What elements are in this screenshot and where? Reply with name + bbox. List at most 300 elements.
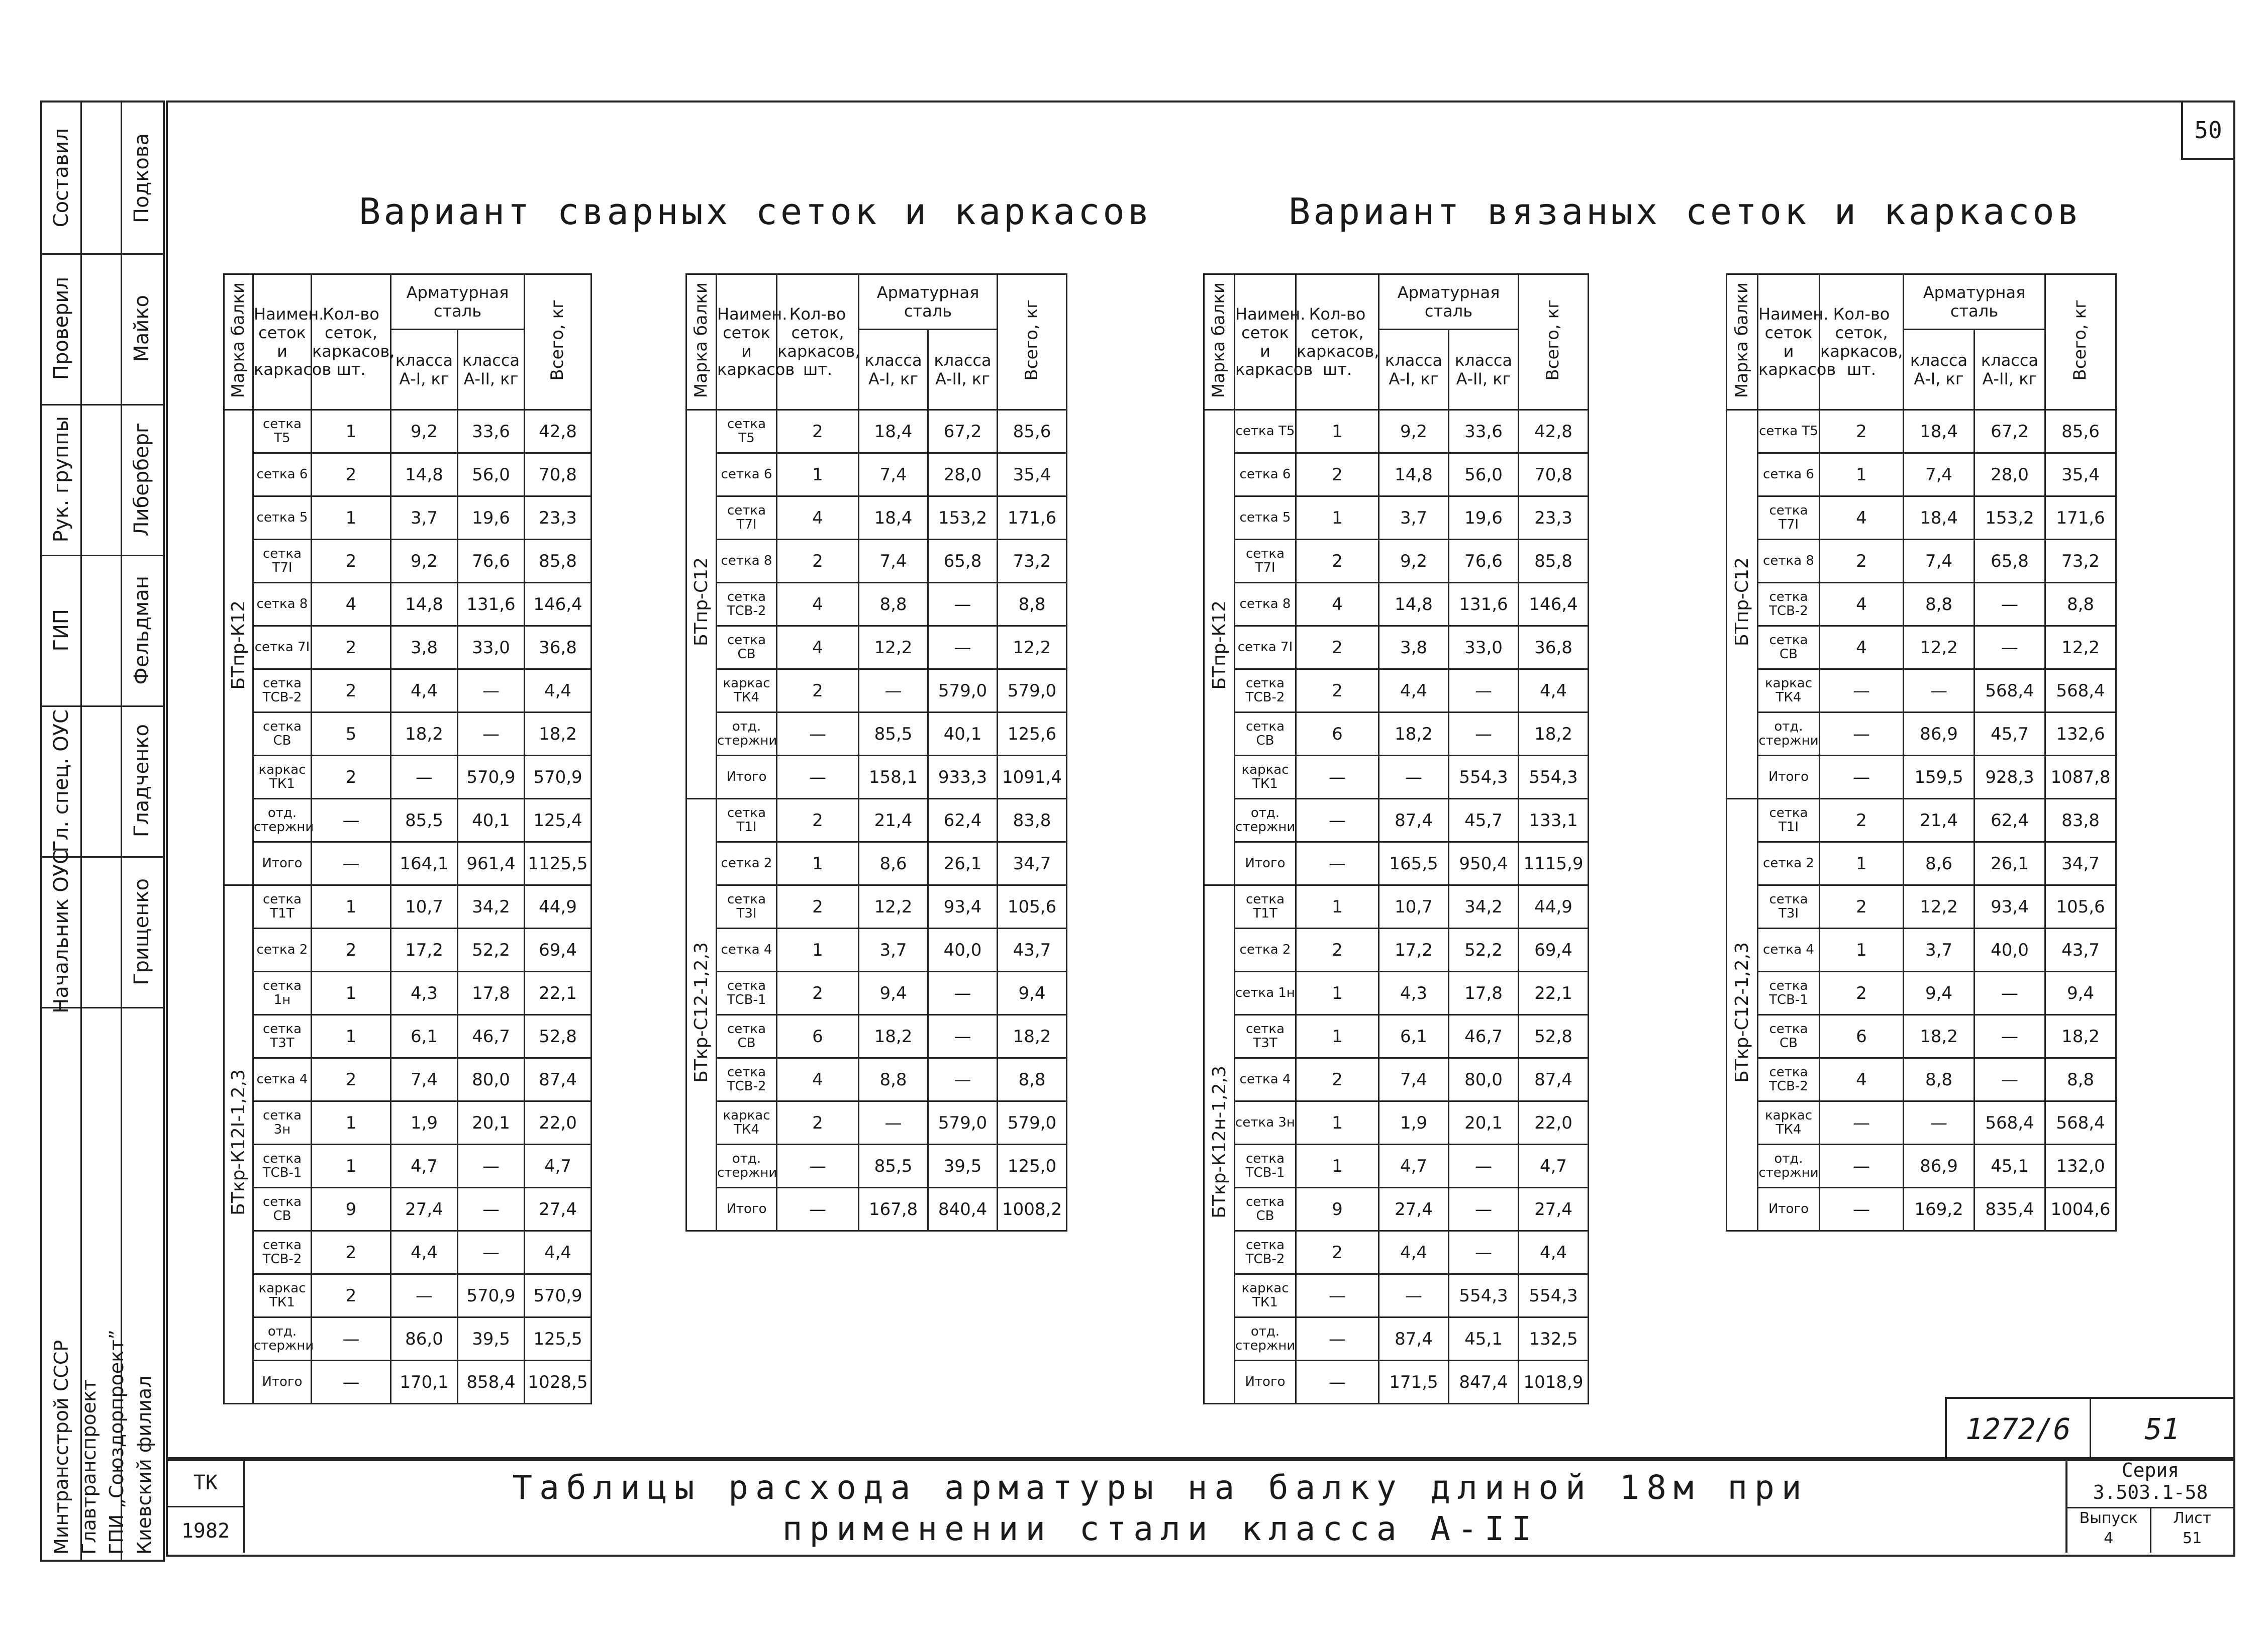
element-name: Итого: [1235, 1361, 1296, 1404]
count: 4: [1820, 626, 1904, 669]
class-1-mass: 27,4: [391, 1188, 458, 1231]
class-2-mass: 28,0: [1975, 453, 2045, 496]
element-name: отд. стержни: [717, 713, 777, 756]
count: —: [312, 842, 391, 885]
element-name: сетка Т5: [1758, 410, 1820, 453]
main-drawing-area: [166, 100, 2235, 1461]
class-2-mass: 65,8: [928, 540, 998, 583]
count: 9: [1296, 1188, 1379, 1231]
class-1-mass: 8,6: [1904, 842, 1975, 885]
class-2-mass: 62,4: [928, 799, 998, 842]
count: 2: [777, 410, 859, 453]
class-1-mass: 85,5: [859, 1145, 928, 1188]
count: —: [1820, 756, 1904, 799]
heading-welded: Вариант сварных сеток и каркасов: [359, 190, 1153, 233]
header-count: Кол-во сеток, каркасов, шт.: [1296, 274, 1379, 410]
count: 1: [312, 885, 391, 929]
organization-block: [42, 1007, 163, 1560]
header-total-text: Всего, кг: [547, 299, 568, 381]
table-row: [224, 756, 641, 799]
element-name: сетка Т1I: [1758, 799, 1820, 842]
total-mass: 8,8: [2045, 583, 2116, 626]
total-mass: 18,2: [525, 713, 591, 756]
count: 1: [312, 496, 391, 540]
class-1-mass: 21,4: [859, 799, 928, 842]
element-name: сетка Т7I: [1758, 496, 1820, 540]
document-number: 1272/6: [1947, 1399, 2091, 1459]
class-1-mass: 6,1: [1379, 1015, 1449, 1058]
element-name: каркас ТК4: [717, 1101, 777, 1145]
element-name: сетка СВ: [717, 1015, 777, 1058]
beam-brand: [686, 799, 717, 1231]
organization-line: Главтранспроект: [77, 1379, 100, 1555]
header-class-1: класса А-I, кг: [1904, 330, 1975, 410]
table-row: [686, 1058, 1119, 1101]
class-2-mass: 131,6: [458, 583, 525, 626]
class-1-mass: —: [1379, 1274, 1449, 1317]
total-mass: 1008,2: [998, 1188, 1067, 1231]
class-1-mass: 12,2: [1904, 626, 1975, 669]
total-mass: 4,4: [1519, 669, 1589, 713]
list-cell: [2151, 1508, 2234, 1553]
document-sheet: 51: [2144, 1412, 2180, 1446]
class-1-mass: 87,4: [1379, 799, 1449, 842]
header-class-1: класса А-I, кг: [1379, 330, 1449, 410]
count: 1: [777, 842, 859, 885]
total-mass: 85,6: [2045, 410, 2116, 453]
count: —: [312, 1361, 391, 1404]
beam-brand: [224, 410, 253, 885]
class-2-mass: 20,1: [1449, 1101, 1519, 1145]
class-2-mass: —: [1449, 1231, 1519, 1274]
total-mass: 52,8: [1519, 1015, 1589, 1058]
total-mass: 85,8: [1519, 540, 1589, 583]
total-mass: 125,0: [998, 1145, 1067, 1188]
count: 1: [1820, 929, 1904, 972]
class-1-mass: 86,9: [1904, 713, 1975, 756]
count: —: [1296, 1317, 1379, 1361]
total-mass: 570,9: [525, 1274, 591, 1317]
class-1-mass: —: [1904, 1101, 1975, 1145]
total-mass: 44,9: [1519, 885, 1589, 929]
count: 2: [1296, 626, 1379, 669]
header-brand-text: Марка балки: [1209, 282, 1229, 398]
list-label: Лист: [2173, 1509, 2212, 1527]
table-row: [224, 929, 641, 972]
count: 2: [777, 669, 859, 713]
table-row: [224, 1274, 641, 1317]
class-1-mass: 164,1: [391, 842, 458, 885]
class-2-mass: 67,2: [1975, 410, 2045, 453]
class-1-mass: 3,8: [391, 626, 458, 669]
total-mass: 18,2: [2045, 1015, 2116, 1058]
count: 1: [1296, 410, 1379, 453]
count: 4: [777, 583, 859, 626]
header-steel: Арматурная сталь: [391, 274, 525, 330]
class-2-mass: 40,1: [928, 713, 998, 756]
table-row: [224, 713, 641, 756]
stamp-signature: [80, 404, 121, 556]
stamp-role-text: Проверил: [50, 277, 73, 380]
total-mass: 36,8: [525, 626, 591, 669]
class-1-mass: 9,4: [859, 972, 928, 1015]
total-mass: 4,4: [1519, 1231, 1589, 1274]
heading-tied: Вариант вязаных сеток и каркасов: [1289, 190, 2083, 233]
element-name: каркас ТК1: [1235, 756, 1296, 799]
total-mass: 9,4: [2045, 972, 2116, 1015]
stamp-name-text: Либерберг: [130, 422, 153, 537]
element-name: сетка 5: [1235, 496, 1296, 540]
element-name: сетка ТСВ-2: [717, 583, 777, 626]
total-mass: 570,9: [525, 756, 591, 799]
element-name: отд. стержни: [253, 799, 312, 842]
element-name: сетка ТСВ-2: [253, 669, 312, 713]
total-mass: 579,0: [998, 1101, 1067, 1145]
count: 2: [312, 540, 391, 583]
total-mass: 125,4: [525, 799, 591, 842]
total-mass: 36,8: [1519, 626, 1589, 669]
table-row: [1727, 929, 2169, 972]
class-1-mass: 6,1: [391, 1015, 458, 1058]
class-2-mass: 153,2: [1975, 496, 2045, 540]
total-mass: 171,6: [998, 496, 1067, 540]
year: 1982: [181, 1519, 230, 1543]
class-1-mass: 169,2: [1904, 1188, 1975, 1231]
table-row: [1204, 1058, 1641, 1101]
total-mass: 8,8: [2045, 1058, 2116, 1101]
header-total: [2045, 274, 2116, 410]
table-row: [224, 1145, 641, 1188]
total-mass: 146,4: [525, 583, 591, 626]
class-1-mass: 86,0: [391, 1317, 458, 1361]
element-name: Итого: [253, 842, 312, 885]
count: 2: [1820, 972, 1904, 1015]
stamp-signature: [80, 856, 121, 1008]
element-name: Итого: [717, 756, 777, 799]
class-1-mass: —: [859, 1101, 928, 1145]
table-row: [224, 540, 641, 583]
header-total-text: Всего, кг: [1021, 299, 1042, 381]
stamp-signature: [80, 555, 121, 707]
table-row: [224, 1317, 641, 1361]
table-row: [1727, 410, 2169, 453]
element-name: сетка 8: [253, 583, 312, 626]
header-total: [1519, 274, 1589, 410]
count: —: [1296, 756, 1379, 799]
title-block: [166, 1457, 2235, 1557]
header-count: Кол-во сеток, каркасов, шт.: [312, 274, 391, 410]
class-1-mass: 12,2: [859, 626, 928, 669]
count: 2: [777, 972, 859, 1015]
table-row: [686, 496, 1119, 540]
class-2-mass: 40,0: [1975, 929, 2045, 972]
class-1-mass: 170,1: [391, 1361, 458, 1404]
header-brand: [224, 274, 253, 410]
header-total-text: Всего, кг: [1543, 299, 1563, 381]
count: 2: [1296, 1058, 1379, 1101]
count: —: [312, 1317, 391, 1361]
total-mass: 27,4: [525, 1188, 591, 1231]
header-brand-text: Марка балки: [691, 282, 711, 398]
table-row: [1204, 669, 1641, 713]
table-row: [686, 410, 1119, 453]
class-2-mass: 56,0: [1449, 453, 1519, 496]
count: —: [1820, 1101, 1904, 1145]
class-2-mass: 17,8: [1449, 972, 1519, 1015]
class-1-mass: 18,4: [1904, 410, 1975, 453]
class-2-mass: 840,4: [928, 1188, 998, 1231]
total-mass: 1087,8: [2045, 756, 2116, 799]
title-line-1: Таблицы расхода арматуры на балку длиной 18м при: [512, 1468, 1809, 1507]
table-row: [1727, 1145, 2169, 1188]
beam-brand: [1727, 410, 1758, 799]
class-1-mass: 9,2: [391, 540, 458, 583]
class-2-mass: 33,6: [1449, 410, 1519, 453]
table-row: [686, 713, 1119, 756]
count: 2: [1820, 885, 1904, 929]
table-row: [224, 453, 641, 496]
class-1-mass: 12,2: [859, 885, 928, 929]
class-2-mass: 554,3: [1449, 756, 1519, 799]
element-name: сетка ТСВ-1: [1235, 1145, 1296, 1188]
count: —: [1820, 1145, 1904, 1188]
element-name: сетка СВ: [253, 1188, 312, 1231]
class-1-mass: 4,4: [1379, 1231, 1449, 1274]
list-value: 51: [2183, 1530, 2202, 1547]
table-row: [686, 1101, 1119, 1145]
element-name: сетка СВ: [1758, 1015, 1820, 1058]
class-1-mass: 87,4: [1379, 1317, 1449, 1361]
element-name: сетка 7I: [1235, 626, 1296, 669]
header-element: Наимен. сеток и каркасов: [253, 274, 312, 410]
beam-brand-text: БТпр-К12: [228, 600, 249, 690]
class-1-mass: 158,1: [859, 756, 928, 799]
table-row: [1204, 540, 1641, 583]
element-name: сетка СВ: [1758, 626, 1820, 669]
class-1-mass: 14,8: [391, 583, 458, 626]
total-mass: 1004,6: [2045, 1188, 2116, 1231]
table-row: [686, 799, 1119, 842]
class-2-mass: 45,1: [1449, 1317, 1519, 1361]
class-1-mass: 4,4: [1379, 669, 1449, 713]
stamp-name: [121, 555, 163, 707]
stamp-name-text: Фельдман: [130, 575, 153, 685]
beam-brand-text: БТкр-К12I-1,2,3: [228, 1069, 249, 1215]
total-mass: 23,3: [1519, 496, 1589, 540]
organization-line: Киевский филиал: [133, 1375, 155, 1555]
total-mass: 70,8: [1519, 453, 1589, 496]
count: 4: [1820, 583, 1904, 626]
class-1-mass: 18,4: [1904, 496, 1975, 540]
total-mass: 69,4: [1519, 929, 1589, 972]
count: 5: [312, 713, 391, 756]
header-element: Наимен. сеток и каркасов: [1758, 274, 1820, 410]
class-1-mass: 7,4: [859, 453, 928, 496]
table-row: [224, 583, 641, 626]
total-mass: 1028,5: [525, 1361, 591, 1404]
class-2-mass: —: [458, 713, 525, 756]
total-mass: 70,8: [525, 453, 591, 496]
count: 1: [1820, 842, 1904, 885]
total-mass: 12,2: [2045, 626, 2116, 669]
header-class-2: класса А-II, кг: [458, 330, 525, 410]
table-row: [686, 583, 1119, 626]
element-name: сетка ТСВ-2: [1758, 583, 1820, 626]
series-box: [2065, 1459, 2233, 1553]
class-2-mass: —: [928, 1015, 998, 1058]
table-row: [224, 885, 641, 929]
class-1-mass: 18,2: [391, 713, 458, 756]
class-2-mass: —: [1975, 1015, 2045, 1058]
element-name: сетка Т5: [1235, 410, 1296, 453]
table-row: [1204, 1274, 1641, 1317]
class-1-mass: 18,4: [859, 410, 928, 453]
element-name: сетка ТСВ-2: [717, 1058, 777, 1101]
table-row: [1727, 1101, 2169, 1145]
table-row: [1204, 799, 1641, 842]
class-2-mass: —: [1975, 583, 2045, 626]
count: 1: [1820, 453, 1904, 496]
element-name: отд. стержни: [253, 1317, 312, 1361]
beam-brand: [686, 410, 717, 799]
element-name: сетка 3н: [1235, 1101, 1296, 1145]
element-name: сетка ТСВ-2: [1235, 1231, 1296, 1274]
table-row: [1727, 713, 2169, 756]
class-2-mass: 847,4: [1449, 1361, 1519, 1404]
series-value: 3.503.1-58: [2093, 1481, 2208, 1503]
class-1-mass: 7,4: [391, 1058, 458, 1101]
class-2-mass: —: [458, 1145, 525, 1188]
total-mass: 35,4: [2045, 453, 2116, 496]
element-name: сетка ТСВ-1: [253, 1145, 312, 1188]
class-2-mass: 56,0: [458, 453, 525, 496]
class-1-mass: 85,5: [391, 799, 458, 842]
stamp-name-text: Майко: [130, 295, 153, 362]
stamp-role: [42, 103, 80, 255]
issue-cell: [2067, 1508, 2151, 1553]
class-2-mass: 80,0: [1449, 1058, 1519, 1101]
class-2-mass: 39,5: [928, 1145, 998, 1188]
table-row: [1204, 756, 1641, 799]
count: 2: [312, 929, 391, 972]
class-2-mass: 34,2: [1449, 885, 1519, 929]
table-row: [1204, 1145, 1641, 1188]
table-row: [224, 626, 641, 669]
series: [2067, 1459, 2233, 1508]
class-2-mass: 33,6: [458, 410, 525, 453]
class-1-mass: 7,4: [1904, 540, 1975, 583]
class-1-mass: 1,9: [391, 1101, 458, 1145]
element-name: сетка 6: [1758, 453, 1820, 496]
element-name: каркас ТК4: [717, 669, 777, 713]
table-row: [224, 669, 641, 713]
class-2-mass: —: [1975, 626, 2045, 669]
count: 6: [1820, 1015, 1904, 1058]
class-2-mass: 568,4: [1975, 1101, 2045, 1145]
reinforcement-table: [685, 273, 1119, 1232]
count: 1: [777, 453, 859, 496]
stamp-name: [121, 103, 163, 255]
class-2-mass: 76,6: [458, 540, 525, 583]
stamp-role: [42, 404, 80, 556]
beam-brand: [1204, 885, 1235, 1404]
class-1-mass: 8,8: [1904, 583, 1975, 626]
element-name: сетка ТСВ-1: [1758, 972, 1820, 1015]
class-1-mass: 9,4: [1904, 972, 1975, 1015]
total-mass: 8,8: [998, 583, 1067, 626]
total-mass: 1125,5: [525, 842, 591, 885]
element-name: сетка СВ: [253, 713, 312, 756]
element-name: Итого: [1235, 842, 1296, 885]
element-name: отд. стержни: [1758, 1145, 1820, 1188]
class-2-mass: 26,1: [1975, 842, 2045, 885]
count: 4: [777, 626, 859, 669]
table-row: [224, 1188, 641, 1231]
total-mass: 8,8: [998, 1058, 1067, 1101]
beam-brand-text: БТпр-С12: [691, 557, 712, 647]
total-mass: 22,1: [1519, 972, 1589, 1015]
class-2-mass: 570,9: [458, 756, 525, 799]
class-1-mass: —: [391, 756, 458, 799]
table-row: [1727, 583, 2169, 626]
total-mass: 42,8: [1519, 410, 1589, 453]
class-2-mass: 34,2: [458, 885, 525, 929]
class-2-mass: —: [1449, 669, 1519, 713]
class-2-mass: 52,2: [1449, 929, 1519, 972]
count: 1: [312, 1101, 391, 1145]
table-row: [686, 1188, 1119, 1231]
total-mass: 22,0: [525, 1101, 591, 1145]
stamp-role: [42, 850, 80, 1013]
element-name: сетка 7I: [253, 626, 312, 669]
title-line-2: применении стали класса А-II: [782, 1509, 1539, 1548]
class-2-mass: 45,1: [1975, 1145, 2045, 1188]
class-1-mass: 18,2: [1904, 1015, 1975, 1058]
class-1-mass: 27,4: [1379, 1188, 1449, 1231]
total-mass: 83,8: [2045, 799, 2116, 842]
class-2-mass: 62,4: [1975, 799, 2045, 842]
class-2-mass: 26,1: [928, 842, 998, 885]
stamp-role-text: ГИП: [50, 608, 73, 652]
table-row: [1204, 929, 1641, 972]
element-name: сетка Т3Т: [253, 1015, 312, 1058]
total-mass: 22,0: [1519, 1101, 1589, 1145]
class-1-mass: 4,7: [1379, 1145, 1449, 1188]
table-row: [686, 626, 1119, 669]
total-mass: 1115,9: [1519, 842, 1589, 885]
element-name: сетка Т7I: [717, 496, 777, 540]
class-2-mass: 28,0: [928, 453, 998, 496]
element-name: сетка Т5: [253, 410, 312, 453]
class-1-mass: 21,4: [1904, 799, 1975, 842]
table-row: [1727, 1015, 2169, 1058]
stamp-signature: [80, 253, 121, 405]
total-mass: 4,7: [1519, 1145, 1589, 1188]
class-2-mass: —: [458, 1231, 525, 1274]
class-1-mass: 14,8: [1379, 583, 1449, 626]
table-row: [224, 1361, 641, 1404]
class-2-mass: 19,6: [458, 496, 525, 540]
count: 1: [312, 410, 391, 453]
table-row: [224, 799, 641, 842]
element-name: сетка Т3Т: [1235, 1015, 1296, 1058]
class-1-mass: 7,4: [1904, 453, 1975, 496]
table-row: [686, 453, 1119, 496]
class-1-mass: 9,2: [391, 410, 458, 453]
document-number-box: [1945, 1397, 2233, 1459]
class-2-mass: 928,3: [1975, 756, 2045, 799]
count: 4: [1296, 583, 1379, 626]
